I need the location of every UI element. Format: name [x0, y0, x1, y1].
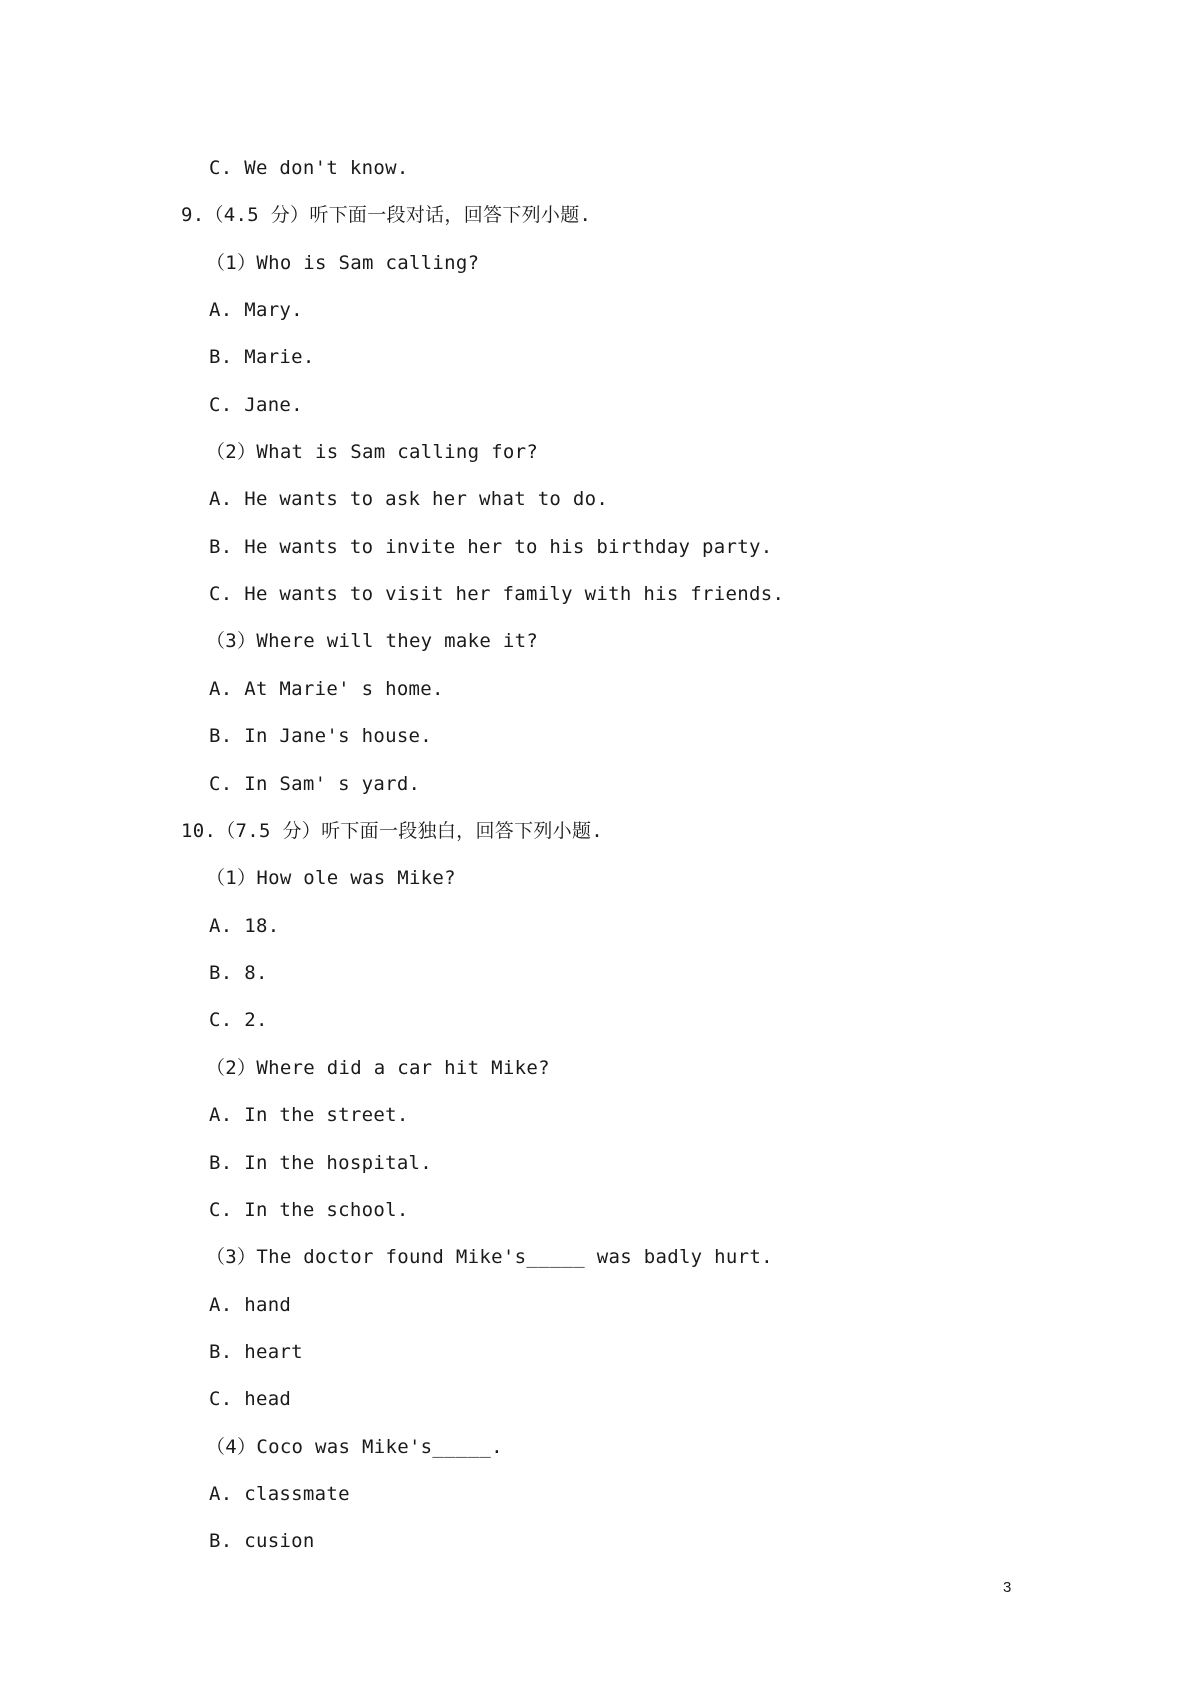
option-line: B. He wants to invite her to his birthday party. [209, 536, 773, 558]
option-line: B. Marie. [209, 346, 315, 368]
option-line: B. 8. [209, 962, 268, 984]
sub-question: （3）Where will they make it? [206, 630, 539, 652]
option-line: A. classmate [209, 1483, 350, 1505]
option-line: C. He wants to visit her family with his friends. [209, 583, 785, 605]
question-heading: 9.（4.5 分）听下面一段对话，回答下列小题. [181, 204, 592, 226]
option-line: A. He wants to ask her what to do. [209, 488, 609, 510]
option-line: A. Mary. [209, 299, 303, 321]
option-line: C. head [209, 1388, 292, 1410]
page-number: 3 [1003, 1579, 1012, 1596]
sub-question: （3）The doctor found Mike's_____ was badly hurt. [206, 1246, 773, 1268]
option-line: C. Jane. [209, 394, 303, 416]
sub-question: （2）Where did a car hit Mike? [206, 1057, 550, 1079]
option-line: C. 2. [209, 1009, 268, 1031]
sub-question: （1）Who is Sam calling? [206, 252, 480, 274]
option-line: A. hand [209, 1294, 292, 1316]
option-line: A. In the street. [209, 1104, 409, 1126]
option-line: B. In the hospital. [209, 1152, 433, 1174]
sub-question: （2）What is Sam calling for? [206, 441, 539, 463]
option-line: C. We don't know. [209, 157, 409, 179]
option-line: C. In Sam' s yard. [209, 773, 421, 795]
question-heading: 10.（7.5 分）听下面一段独白，回答下列小题. [181, 820, 604, 842]
option-line: C. In the school. [209, 1199, 409, 1221]
sub-question: （4）Coco was Mike's_____. [206, 1436, 503, 1458]
option-line: B. heart [209, 1341, 303, 1363]
option-line: B. In Jane's house. [209, 725, 433, 747]
sub-question: （1）How ole was Mike? [206, 867, 456, 889]
option-line: A. At Marie' s home. [209, 678, 444, 700]
option-line: A. 18. [209, 915, 280, 937]
option-line: B. cusion [209, 1530, 315, 1552]
